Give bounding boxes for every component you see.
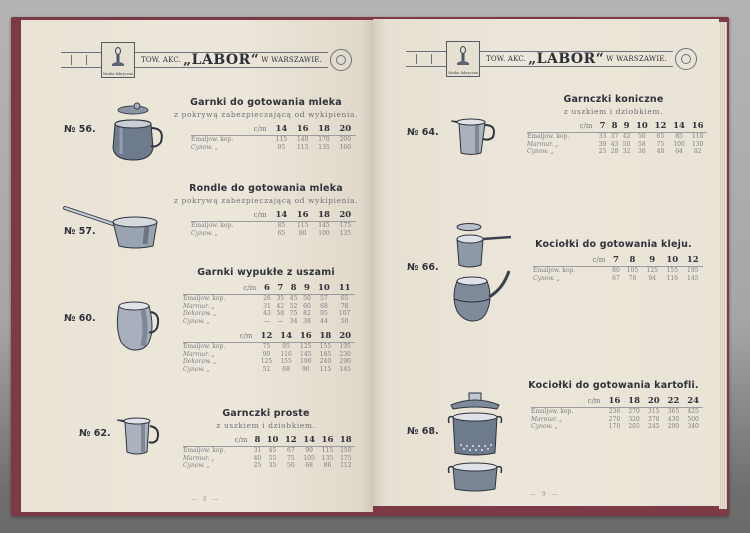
table-row: Cynow. „ 65 80 100 135 bbox=[191, 229, 352, 237]
table-row: Cynow. „ 25 28 32 38 48 64 82 bbox=[527, 148, 702, 155]
product-section bbox=[171, 97, 361, 151]
company-banner bbox=[135, 52, 328, 68]
table-row: Cynow. „ 25 35 50 68 86 112 bbox=[183, 462, 352, 469]
table-row: Emaljow. kop. 31 45 67 90 115 150 bbox=[183, 447, 352, 454]
left-page bbox=[21, 20, 373, 512]
table-row: Emaljow. kop. 115 140 170 200 bbox=[191, 136, 352, 143]
product-subtitle: z uszkiem i dziobkiem. bbox=[563, 107, 664, 116]
swirl-ornament-icon bbox=[675, 48, 697, 70]
product-section bbox=[521, 380, 706, 431]
ornament-icon bbox=[406, 51, 446, 67]
item-number: № 68. bbox=[407, 426, 439, 437]
product-section bbox=[521, 239, 706, 282]
product-subtitle: z pokrywą zabezpieczającą od wykipienia. bbox=[173, 110, 359, 119]
product-title: Kociołki do gotowania kleju. bbox=[535, 239, 692, 250]
item-number: № 57. bbox=[64, 226, 96, 237]
table-row: Emaljow. kop. 236 270 315 365 425 bbox=[531, 408, 699, 415]
table-row: Emaljow. kop. 75 95 125 155 195 bbox=[183, 343, 351, 350]
price-table: c/m 8 10 12 14 16 18 Emaljow. kop. 31 45 67 90 115 150 Marmur. „ 40 55 75 105 135 175 Cynow. „ 25 35 50 68 86 112 bbox=[183, 435, 355, 470]
item-number: № 62. bbox=[79, 428, 111, 439]
table-row: Emaljow. kop. 33 37 42 50 65 85 110 bbox=[527, 133, 704, 140]
logo-caption: Marka fabryczna bbox=[102, 72, 134, 76]
product-section bbox=[171, 267, 361, 373]
table-row: Emaljow. kop. 80 105 125 155 195 bbox=[533, 267, 699, 274]
table-row: Cynow. „ 95 115 135 160 bbox=[191, 143, 352, 151]
table-row: Dekoraw. „ 43 58 75 82 95 107 bbox=[183, 310, 351, 317]
product-section bbox=[521, 94, 706, 156]
table-row: Marmur. „ 39 43 50 58 75 100 130 bbox=[527, 140, 704, 148]
logo-caption: Marka fabryczna bbox=[447, 71, 479, 75]
price-table: c/m 14 16 18 20 Emaljow. kop. 85 115 145 175 Cynow. „ 65 80 100 135 bbox=[191, 210, 356, 237]
table-row: Emaljow. kop. 26 35 45 50 57 65 bbox=[183, 295, 349, 302]
table-row: Cynow. „ 52 68 90 115 145 bbox=[183, 365, 351, 373]
product-title: Rondle do gotowania mleka bbox=[189, 183, 343, 194]
page-header bbox=[406, 41, 697, 77]
page-number: — 9 — bbox=[530, 491, 560, 498]
table-row: Cynow. „ 67 78 94 116 145 bbox=[533, 274, 699, 282]
item-number: № 66. bbox=[407, 262, 439, 273]
trademark-logo bbox=[446, 41, 480, 77]
product-section bbox=[171, 183, 361, 237]
price-table: c/m 16 18 20 22 24 Emaljow. kop. 236 270 315 365 425 Marmur. „ 270 320 370 430 500 Cynow. „ 170 205 245 290 340 bbox=[531, 396, 703, 431]
trademark-logo bbox=[101, 42, 135, 78]
table-row: Dekoraw. „ 125 155 190 240 290 bbox=[183, 358, 351, 365]
page-edges bbox=[719, 22, 727, 509]
table-row: Marmur. „ 270 320 370 430 500 bbox=[531, 415, 699, 423]
table-row: Cynow. „ — — 34 38 44 50 bbox=[183, 317, 349, 325]
ornament-icon bbox=[61, 52, 101, 68]
saucepan-image bbox=[63, 202, 163, 250]
item-number: № 60. bbox=[64, 313, 96, 324]
product-subtitle: z pokrywą zabezpieczającą od wykipienia. bbox=[173, 196, 359, 205]
swirl-ornament-icon bbox=[330, 49, 352, 71]
price-table: c/m 12 14 16 18 20 Emaljow. kop. 75 95 125 155 195 Marmur. „ 90 116 145 185 230 Dekoraw. „ 125 155 190 240 290 Cynow. „ 52 68 90 115 145 bbox=[183, 331, 355, 373]
item-number: № 56. bbox=[64, 124, 96, 135]
potato-steamer-image bbox=[445, 391, 505, 501]
milk-pot-with-lid-image bbox=[107, 102, 167, 164]
product-title: Garnczki proste bbox=[222, 408, 310, 419]
brand-name: „LABOR“ bbox=[183, 52, 260, 68]
product-title: Garnki do gotowania mleka bbox=[190, 97, 342, 108]
product-subtitle: z uszkiem i dziobkiem. bbox=[216, 421, 316, 430]
price-table: c/m 7 8 9 10 12 14 16 Emaljow. kop. 33 37 42 50 65 85 110 Marmur. „ 39 43 50 58 75 100 130 Cynow. „ 25 28 32 38 48 64 82 bbox=[527, 121, 707, 156]
item-number: № 64. bbox=[407, 127, 439, 138]
price-table: c/m 7 8 9 10 12 Emaljow. kop. 80 105 125 155 195 Cynow. „ 67 78 94 116 145 bbox=[533, 255, 703, 282]
price-table: c/m 14 16 18 20 Emaljow. kop. 115 140 170 200 Cynow. „ 95 115 135 160 bbox=[191, 124, 356, 151]
bulging-pot-image bbox=[113, 298, 163, 352]
lamp-icon bbox=[111, 47, 125, 67]
product-section bbox=[171, 408, 361, 470]
company-city: W WARSZAWIE. bbox=[606, 55, 668, 63]
table-row: Marmur. „ 90 116 145 185 230 bbox=[183, 350, 351, 358]
company-prefix: TOW. AKC. bbox=[486, 55, 527, 63]
company-banner bbox=[480, 51, 673, 67]
conical-jug-image bbox=[449, 117, 499, 157]
company-city: W WARSZAWIE. bbox=[261, 56, 323, 64]
table-row: Marmur. „ 40 55 75 105 135 175 bbox=[183, 454, 352, 462]
brand-name: „LABOR“ bbox=[528, 51, 605, 67]
lamp-icon bbox=[456, 46, 470, 66]
simple-jug-image bbox=[115, 414, 165, 458]
right-page bbox=[373, 19, 719, 506]
price-table: c/m 6 7 8 9 10 11 Emaljow. kop. 26 35 45 50 57 65 Marmur. „ 31 42 52 60 68 78 Dekoraw. „ 43 58 75 82 95 107 Cynow. „ — — 34 38 44 50 bbox=[183, 283, 355, 325]
product-title: Garnczki koniczne bbox=[563, 94, 664, 105]
table-row: Emaljow. kop. 85 115 145 175 bbox=[191, 222, 352, 229]
product-title: Garnki wypukłe z uszami bbox=[197, 267, 335, 278]
page-header bbox=[61, 42, 352, 78]
table-row: Cynow. „ 170 205 245 290 340 bbox=[531, 423, 699, 430]
page-number: — 8 — bbox=[191, 496, 221, 503]
company-prefix: TOW. AKC. bbox=[141, 56, 182, 64]
product-title: Kociołki do gotowania kartofli. bbox=[528, 380, 699, 391]
table-row: Marmur. „ 31 42 52 60 68 78 bbox=[183, 302, 349, 310]
glue-pot-image bbox=[451, 219, 521, 329]
